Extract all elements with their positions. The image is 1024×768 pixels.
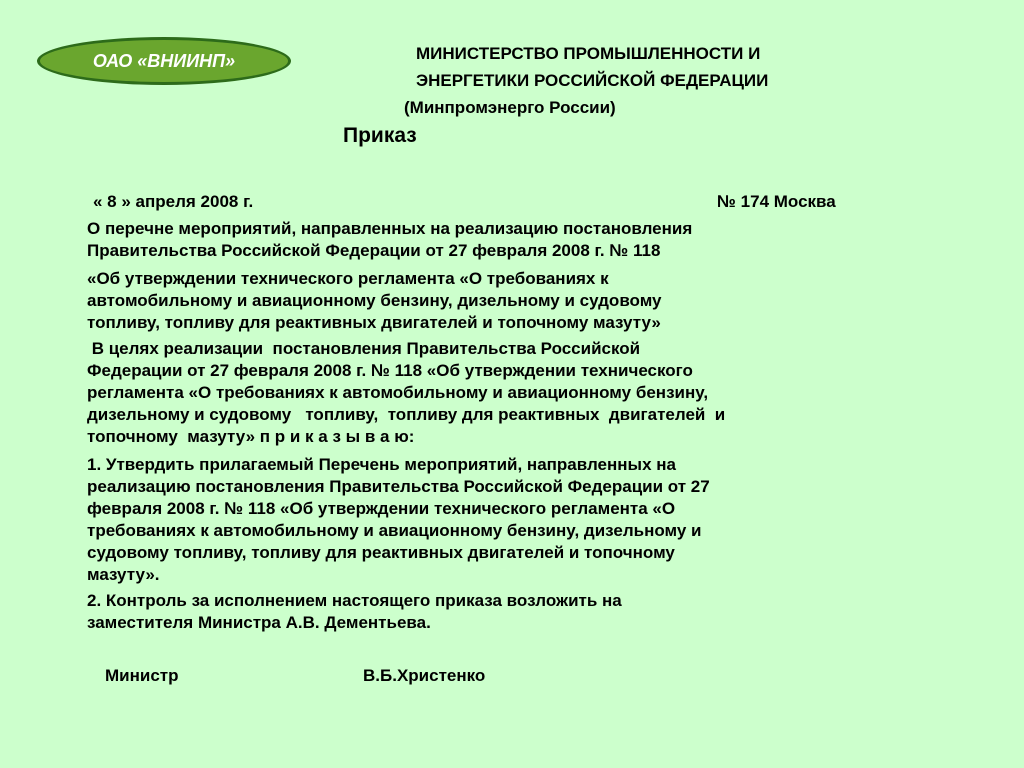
signatory-name: В.Б.Христенко	[363, 666, 486, 685]
text-line: заместителя Министра А.В. Дементьева.	[87, 613, 431, 632]
ministry-header	[400, 40, 768, 121]
order-item-2	[87, 590, 622, 634]
text-line: топочному мазуту» п р и к а з ы в а ю:	[87, 427, 415, 446]
text-line: дизельному и судовому топливу, топливу для реактивных двигателей и	[87, 405, 726, 424]
preamble-paragraph	[87, 338, 725, 448]
order-number-city: № 174 Москва	[717, 192, 836, 211]
text-line: автомобильному и авиационному бензину, дизельному и судовому	[87, 291, 662, 310]
ministry-header-line-2: ЭНЕРГЕТИКИ РОССИЙСКОЙ ФЕДЕРАЦИИ	[416, 71, 769, 90]
organization-badge	[37, 37, 291, 85]
text-line: регламента «О требованиях к автомобильному и авиационному бензину,	[87, 383, 709, 402]
text-line: «Об утверждении технического регламента «О требованиях к	[87, 269, 609, 288]
ministry-header-line-1: МИНИСТЕРСТВО ПРОМЫШЛЕННОСТИ И	[416, 44, 761, 63]
order-item-1	[87, 454, 710, 586]
text-line: Правительства Российской Федерации от 27 февраля 2008 г. № 118	[87, 241, 661, 260]
text-line: топливу, топливу для реактивных двигателей и топочному мазуту»	[87, 313, 661, 332]
ministry-header-line-3: (Минпромэнерго России)	[404, 98, 616, 117]
order-date: « 8 » апреля 2008 г.	[93, 192, 254, 211]
text-line: 1. Утвердить прилагаемый Перечень мероприятий, направленных на	[87, 455, 676, 474]
text-line: судовому топливу, топливу для реактивных двигателей и топочному	[87, 543, 675, 562]
organization-badge-label: ОАО «ВНИИНП»	[92, 50, 236, 71]
document-title: Приказ	[343, 124, 417, 147]
text-line: требованиях к автомобильному и авиационному бензину, дизельному и	[87, 521, 702, 540]
regulation-title	[87, 268, 662, 334]
text-line: 2. Контроль за исполнением настоящего приказа возложить на	[87, 591, 622, 610]
signatory-title: Министр	[105, 666, 179, 685]
text-line: мазуту».	[87, 565, 160, 584]
text-line: февраля 2008 г. № 118 «Об утверждении технического регламента «О	[87, 499, 676, 518]
text-line: В целях реализации постановления Правительства Российской	[87, 339, 641, 358]
text-line: О перечне мероприятий, направленных на реализацию постановления	[87, 219, 693, 238]
text-line: реализацию постановления Правительства Российской Федерации от 27	[87, 477, 710, 496]
text-line: Федерации от 27 февраля 2008 г. № 118 «Об утверждении технического	[87, 361, 693, 380]
order-subject	[87, 218, 692, 262]
